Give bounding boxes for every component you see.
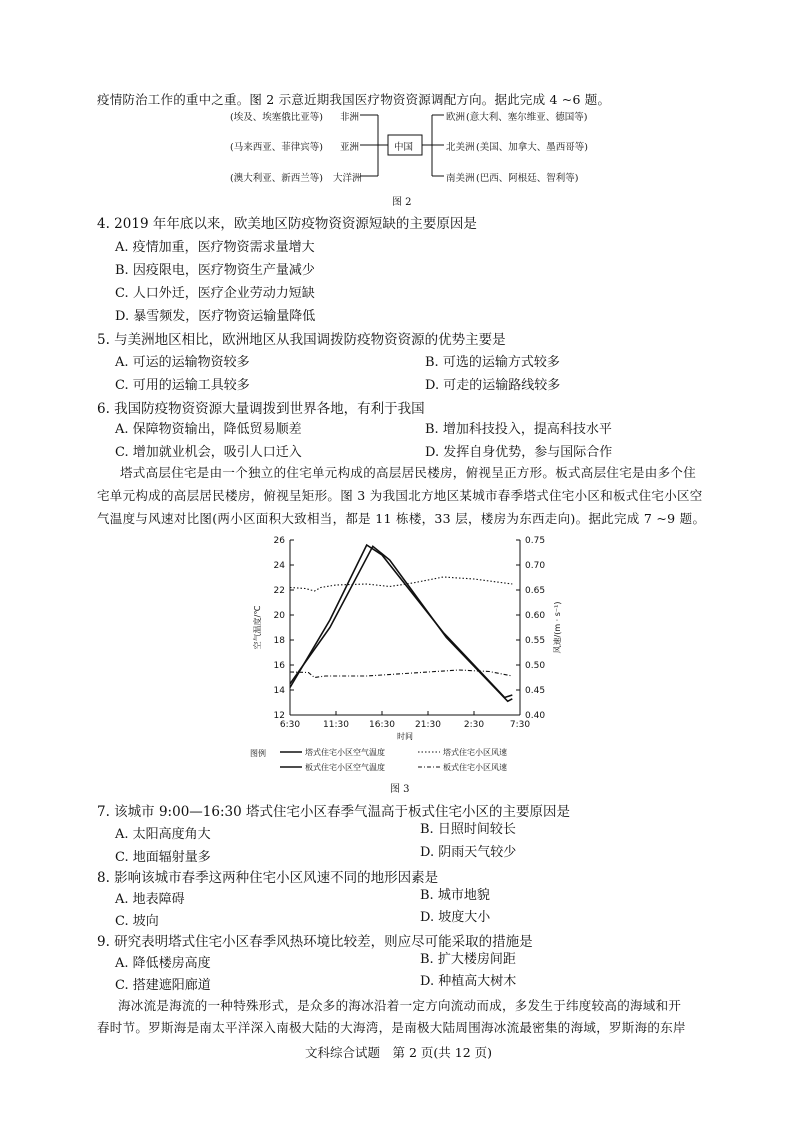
q7-option-c: C. 地面辐射量多 bbox=[115, 850, 211, 865]
x-tick-label: 6:30 bbox=[279, 720, 301, 730]
legend-tower-temp: 塔式住宅小区空气温度 bbox=[305, 748, 385, 757]
q6-stem: 6. 我国防疫物资资源大量调拨到世界各地，有利于我国 bbox=[97, 401, 425, 417]
y-left-axis-label: 空气温度/℃ bbox=[253, 605, 262, 650]
asia-countries: (马来西亚、菲律宾等) bbox=[230, 142, 323, 153]
y-left-tick-label: 22 bbox=[273, 586, 285, 596]
q9-option-d: D. 种植高大树木 bbox=[420, 974, 517, 989]
q5-option-a: A. 可运的运输物资较多 bbox=[115, 355, 250, 370]
y-right-axis-label: 风速/(m · s⁻¹) bbox=[553, 601, 562, 654]
y-left-tick-label: 14 bbox=[273, 686, 285, 696]
q4-option-c: C. 人口外迁，医疗企业劳动力短缺 bbox=[115, 286, 315, 301]
figure-3-chart bbox=[240, 530, 560, 775]
passage3-line1: 海冰流是海流的一种特殊形式，是众多的海冰沿着一定方向流动而成，多发生于纬度较高的海域和开 bbox=[118, 998, 682, 1013]
q8-option-d: D. 坡度大小 bbox=[420, 910, 491, 925]
y-left-tick-label: 24 bbox=[273, 561, 285, 571]
q7-option-a: A. 太阳高度角大 bbox=[115, 827, 211, 842]
y-right-tick-label: 0.50 bbox=[525, 661, 546, 671]
passage2-line2: 宅单元构成的高层居民楼房，俯视呈矩形。图 3 为我国北方地区某城市春季塔式住宅小区和板式住宅小区空 bbox=[97, 488, 703, 503]
china-label: 中国 bbox=[394, 142, 414, 153]
q4-option-b: B. 因疫限电，医疗物资生产量减少 bbox=[115, 263, 315, 278]
q6-option-a: A. 保障物资输出，降低贸易顺差 bbox=[115, 422, 302, 437]
north-america-countries: (美国、加拿大、墨西哥等) bbox=[476, 142, 588, 153]
legend-slab-wind: 板式住宅小区风速 bbox=[443, 763, 507, 772]
y-left-tick-label: 12 bbox=[273, 711, 285, 721]
y-left-tick-label: 18 bbox=[273, 636, 285, 646]
intro-line: 疫情防治工作的重中之重。图 2 示意近期我国医疗物资资源调配方向。据此完成 4 ~6 题。 bbox=[97, 92, 611, 107]
figure-3-caption: 图 3 bbox=[390, 784, 410, 795]
x-tick-label: 7:30 bbox=[509, 720, 531, 730]
q5-option-c: C. 可用的运输工具较多 bbox=[115, 378, 250, 393]
q5-option-d: D. 可走的运输路线较多 bbox=[425, 378, 561, 393]
y-right-tick-label: 0.75 bbox=[525, 536, 546, 546]
q6-option-b: B. 增加科技投入，提高科技水平 bbox=[425, 422, 612, 437]
series-line-3 bbox=[290, 670, 512, 678]
south-america-label: 南美洲 bbox=[446, 173, 475, 184]
x-tick-label: 21:30 bbox=[415, 720, 441, 730]
y-right-tick-label: 0.70 bbox=[525, 561, 546, 571]
x-axis-label: 时间 bbox=[397, 732, 413, 741]
q4-stem: 4. 2019 年年底以来，欧美地区防疫物资资源短缺的主要原因是 bbox=[97, 216, 477, 232]
series-line-1 bbox=[290, 546, 512, 701]
x-tick-label: 16:30 bbox=[369, 720, 395, 730]
legend-tower-wind: 塔式住宅小区风速 bbox=[443, 748, 507, 757]
q9-option-b: B. 扩大楼房间距 bbox=[420, 952, 516, 967]
q9-option-a: A. 降低楼房高度 bbox=[115, 956, 211, 971]
passage2-line1: 塔式高层住宅是由一个独立的住宅单元构成的高层居民楼房，俯视呈正方形。板式高层住宅是由多个住 bbox=[120, 465, 697, 480]
q7-stem: 7. 该城市 9:00—16:30 塔式住宅小区春季气温高于板式住宅小区的主要原因是 bbox=[97, 804, 570, 820]
q4-option-d: D. 暴雪频发，医疗物资运输量降低 bbox=[115, 309, 316, 324]
y-left-tick-label: 26 bbox=[273, 536, 285, 546]
q5-stem: 5. 与美洲地区相比，欧洲地区从我国调拨防疫物资资源的优势主要是 bbox=[97, 332, 506, 348]
europe-label: 欧洲 bbox=[446, 112, 466, 123]
q8-option-a: A. 地表障碍 bbox=[115, 892, 185, 907]
south-america-countries: (巴西、阿根廷、智利等) bbox=[476, 173, 579, 184]
q9-option-c: C. 搭建遮阳廊道 bbox=[115, 978, 211, 993]
q7-option-d: D. 阴雨天气较少 bbox=[420, 845, 517, 860]
q8-option-c: C. 坡向 bbox=[115, 914, 159, 929]
y-right-tick-label: 0.55 bbox=[525, 636, 546, 646]
africa-label: 非洲 bbox=[340, 112, 360, 123]
q6-option-d: D. 发挥自身优势，参与国际合作 bbox=[425, 445, 613, 460]
q5-option-b: B. 可选的运输方式较多 bbox=[425, 355, 560, 370]
figure-2-caption: 图 2 bbox=[392, 197, 412, 208]
y-right-tick-label: 0.65 bbox=[525, 586, 546, 596]
q7-option-b: B. 日照时间较长 bbox=[420, 822, 516, 837]
legend-title: 图例 bbox=[250, 749, 266, 758]
africa-countries: (埃及、埃塞俄比亚等) bbox=[230, 112, 323, 123]
passage3-line2: 春时节。罗斯海是南太平洋深入南极大陆的大海湾，是南极大陆周围海冰流最密集的海域，罗斯海的东岸 bbox=[97, 1020, 686, 1035]
y-right-tick-label: 0.45 bbox=[525, 686, 546, 696]
y-right-tick-label: 0.60 bbox=[525, 611, 546, 621]
q9-stem: 9. 研究表明塔式住宅小区春季风热环境比较差，则应尽可能采取的措施是 bbox=[97, 934, 533, 950]
figure-2-diagram bbox=[200, 104, 620, 192]
x-tick-label: 11:30 bbox=[323, 720, 349, 730]
europe-countries: (意大利、塞尔维亚、德国等) bbox=[466, 112, 588, 123]
y-left-tick-label: 20 bbox=[273, 611, 285, 621]
passage2-line3: 气温度与风速对比图(两小区面积大致相当，都是 11 栋楼，33 层，楼房为东西走向)。据此完成 7 ~9 题。 bbox=[97, 511, 706, 526]
y-left-tick-label: 16 bbox=[273, 661, 285, 671]
series-line-0 bbox=[290, 545, 512, 698]
asia-label: 亚洲 bbox=[340, 142, 360, 153]
legend-slab-temp: 板式住宅小区空气温度 bbox=[305, 763, 385, 772]
oceania-countries: (澳大利亚、新西兰等) bbox=[230, 173, 323, 184]
north-america-label: 北美洲 bbox=[446, 142, 475, 153]
q6-option-c: C. 增加就业机会，吸引人口迁入 bbox=[115, 445, 302, 460]
q4-option-a: A. 疫情加重，医疗物资需求量增大 bbox=[115, 240, 315, 255]
page-footer: 文科综合试题 第 2 页(共 12 页) bbox=[305, 1045, 493, 1060]
y-right-tick-label: 0.40 bbox=[525, 711, 546, 721]
oceania-label: 大洋洲 bbox=[333, 173, 362, 184]
q8-option-b: B. 城市地貌 bbox=[420, 888, 490, 903]
x-tick-label: 2:30 bbox=[463, 720, 485, 730]
q8-stem: 8. 影响该城市春季这两种住宅小区风速不同的地形因素是 bbox=[97, 870, 439, 886]
